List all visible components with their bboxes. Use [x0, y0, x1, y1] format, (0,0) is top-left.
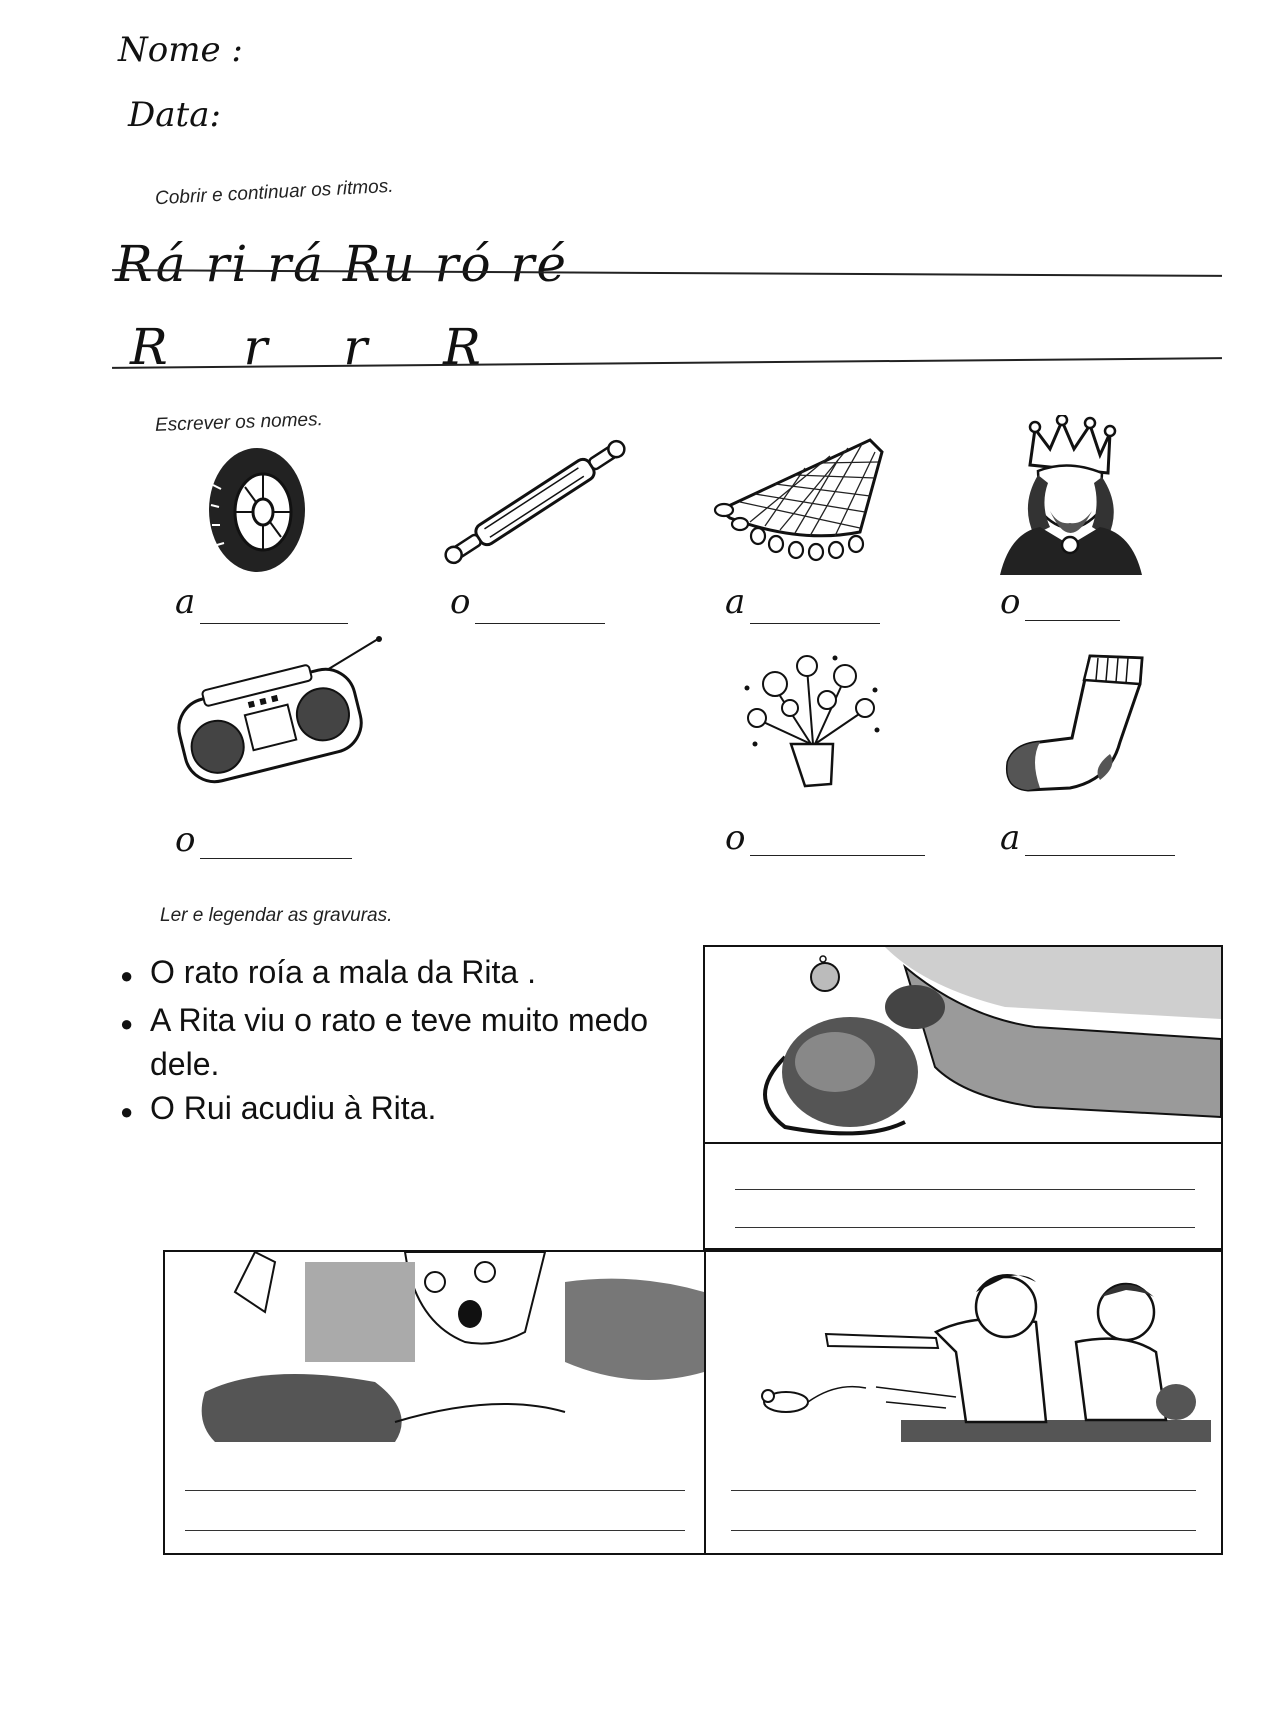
caption-line-3a[interactable]: [731, 1490, 1196, 1491]
answer-line-6[interactable]: [750, 855, 925, 856]
article-7: a: [1000, 818, 1021, 858]
answer-line-5[interactable]: [200, 858, 352, 859]
rolling-pin-icon: [430, 435, 640, 570]
instruction-names: Escrever os nomes.: [154, 409, 324, 436]
article-1: a: [175, 582, 196, 622]
answer-line-7[interactable]: [1025, 855, 1175, 856]
sentence-1: ● O rato roía a mala da Rita .: [120, 954, 536, 990]
date-label: Data:: [128, 95, 221, 135]
name-label: Nome :: [118, 30, 243, 70]
bouquet-icon: [735, 648, 885, 788]
instruction-captions: Ler e legendar as gravuras.: [160, 905, 393, 926]
rat-gnawing-bag-illustration: [705, 947, 1221, 1142]
panel-rat-bag: [703, 945, 1223, 1250]
tire-icon: [205, 445, 315, 575]
rhythm-line-1: Rá ri rá Ru ró ré: [115, 235, 569, 293]
radio-icon: [172, 635, 387, 785]
rhythm-line-2: R r r R: [130, 318, 511, 376]
caption-line-2a[interactable]: [185, 1490, 685, 1491]
caption-line-2b[interactable]: [185, 1530, 685, 1531]
instruction-rhythms: Cobrir e continuar os ritmos.: [154, 175, 395, 210]
article-5: o: [175, 820, 196, 860]
net-icon: [710, 432, 890, 572]
king-icon: [990, 415, 1150, 580]
article-4: o: [1000, 582, 1021, 622]
sentence-3: ● O Rui acudiu à Rita.: [120, 1090, 437, 1126]
boy-chases-rat-illustration: [706, 1252, 1221, 1447]
sentence-2: ● A Rita viu o rato e teve muito medo dele.: [120, 1002, 649, 1082]
answer-line-3[interactable]: [750, 623, 880, 624]
answer-line-2[interactable]: [475, 623, 605, 624]
caption-line-3b[interactable]: [731, 1530, 1196, 1531]
answer-line-4[interactable]: [1025, 620, 1120, 621]
panel-girl-rat: [163, 1250, 706, 1555]
article-3: a: [725, 582, 746, 622]
sock-icon: [1000, 650, 1150, 795]
caption-line-1a[interactable]: [735, 1189, 1195, 1190]
article-6: o: [725, 818, 746, 858]
sentences-list: [120, 950, 680, 1134]
girl-sees-rat-illustration: [165, 1252, 704, 1447]
answer-line-1[interactable]: [200, 623, 348, 624]
panel-1-divider: [705, 1142, 1221, 1144]
article-2: o: [450, 582, 471, 622]
caption-line-1b[interactable]: [735, 1227, 1195, 1228]
panel-boy-rat: [704, 1250, 1223, 1555]
